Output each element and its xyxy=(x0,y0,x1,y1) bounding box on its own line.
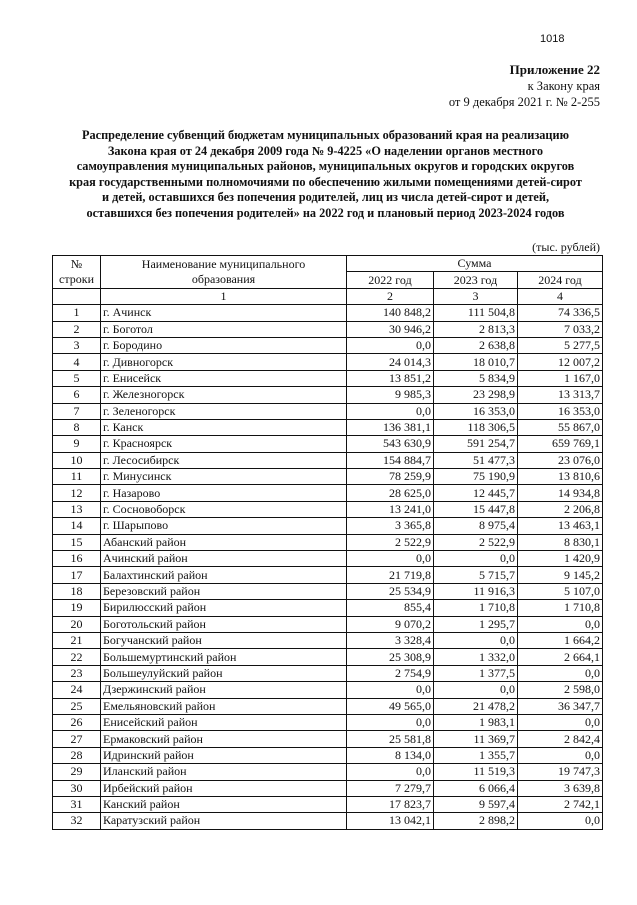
amount-2022: 8 134,0 xyxy=(347,747,434,763)
amount-2022: 3 328,4 xyxy=(347,632,434,648)
municipality-name: г. Енисейск xyxy=(101,370,347,386)
table-row xyxy=(53,354,603,370)
amount-2022: 2 522,9 xyxy=(347,534,434,550)
municipality-name: Абанский район xyxy=(101,534,347,550)
amount-2022: 25 534,9 xyxy=(347,583,434,599)
row-number: 3 xyxy=(53,337,101,353)
table-row xyxy=(53,714,603,730)
municipality-name: Емельяновский район xyxy=(101,698,347,714)
amount-2023: 5 715,7 xyxy=(434,567,518,583)
amount-2023: 11 519,3 xyxy=(434,764,518,780)
page-number: 1018 xyxy=(540,33,565,45)
table-row xyxy=(53,534,603,550)
amount-2023: 111 504,8 xyxy=(434,305,518,321)
municipality-name: Идринский район xyxy=(101,747,347,763)
row-number: 25 xyxy=(53,698,101,714)
title-line: Распределение субвенций бюджетам муниципальных образований края на реализацию xyxy=(81,128,570,142)
table-row xyxy=(53,600,603,616)
row-number: 5 xyxy=(53,370,101,386)
row-number: 18 xyxy=(53,583,101,599)
amount-2022: 78 259,9 xyxy=(347,469,434,485)
amount-2023: 11 369,7 xyxy=(434,731,518,747)
amount-2023: 0,0 xyxy=(434,682,518,698)
row-number: 19 xyxy=(53,600,101,616)
table-row xyxy=(53,747,603,763)
municipality-name: г. Лесосибирск xyxy=(101,452,347,468)
amount-2024: 13 463,1 xyxy=(518,518,603,534)
amount-2022: 9 070,2 xyxy=(347,616,434,632)
header-index: 3 xyxy=(434,288,518,304)
table-row xyxy=(53,518,603,534)
amount-2023: 591 254,7 xyxy=(434,436,518,452)
table-row xyxy=(53,321,603,337)
row-number: 22 xyxy=(53,649,101,665)
amount-2023: 1 377,5 xyxy=(434,665,518,681)
table-row xyxy=(53,780,603,796)
units-label: (тыс. рублей) xyxy=(532,240,600,254)
amount-2023: 5 834,9 xyxy=(434,370,518,386)
amount-2022: 28 625,0 xyxy=(347,485,434,501)
table-row xyxy=(53,665,603,681)
amount-2024: 13 313,7 xyxy=(518,387,603,403)
municipality-name: Ирбейский район xyxy=(101,780,347,796)
amount-2023: 75 190,9 xyxy=(434,469,518,485)
row-number: 16 xyxy=(53,551,101,567)
municipality-name: Большемуртинский район xyxy=(101,649,347,665)
table-row xyxy=(53,764,603,780)
amount-2022: 154 884,7 xyxy=(347,452,434,468)
amount-2023: 1 710,8 xyxy=(434,600,518,616)
municipality-name: Балахтинский район xyxy=(101,567,347,583)
row-number: 23 xyxy=(53,665,101,681)
amount-2022: 7 279,7 xyxy=(347,780,434,796)
amount-2024: 1 420,9 xyxy=(518,551,603,567)
row-number: 30 xyxy=(53,780,101,796)
row-number: 17 xyxy=(53,567,101,583)
amount-2022: 2 754,9 xyxy=(347,665,434,681)
table-row xyxy=(53,501,603,517)
amount-2023: 1 983,1 xyxy=(434,714,518,730)
table-row xyxy=(53,419,603,435)
table-row xyxy=(53,698,603,714)
amount-2023: 2 813,3 xyxy=(434,321,518,337)
municipality-name: Большеулуйский район xyxy=(101,665,347,681)
amount-2023: 0,0 xyxy=(434,632,518,648)
municipality-name: Дзержинский район xyxy=(101,682,347,698)
municipality-name: г. Боготол xyxy=(101,321,347,337)
row-number: 10 xyxy=(53,452,101,468)
amount-2024: 55 867,0 xyxy=(518,419,603,435)
municipality-name: г. Ачинск xyxy=(101,305,347,321)
amount-2024: 1 167,0 xyxy=(518,370,603,386)
amount-2022: 543 630,9 xyxy=(347,436,434,452)
row-number: 7 xyxy=(53,403,101,419)
amount-2024: 0,0 xyxy=(518,714,603,730)
municipality-name: г. Канск xyxy=(101,419,347,435)
table-row xyxy=(53,452,603,468)
table-row xyxy=(53,796,603,812)
table-row xyxy=(53,485,603,501)
amount-2022: 17 823,7 xyxy=(347,796,434,812)
municipality-name: г. Бородино xyxy=(101,337,347,353)
amount-2022: 30 946,2 xyxy=(347,321,434,337)
title-line: края государственными полномочиями по обеспечению жилыми помещениями детей-сирот xyxy=(69,174,582,189)
amount-2023: 2 898,2 xyxy=(434,813,518,829)
amount-2024: 0,0 xyxy=(518,616,603,632)
amount-2023: 9 597,4 xyxy=(434,796,518,812)
municipality-name: Енисейский район xyxy=(101,714,347,730)
amount-2022: 49 565,0 xyxy=(347,698,434,714)
amount-2024: 74 336,5 xyxy=(518,305,603,321)
table-row xyxy=(53,682,603,698)
amount-2022: 855,4 xyxy=(347,600,434,616)
amount-2023: 1 355,7 xyxy=(434,747,518,763)
table-row xyxy=(53,337,603,353)
table-row xyxy=(53,387,603,403)
amount-2024: 2 842,4 xyxy=(518,731,603,747)
municipality-name: г. Назарово xyxy=(101,485,347,501)
table-row xyxy=(53,649,603,665)
amount-2023: 18 010,7 xyxy=(434,354,518,370)
amount-2024: 0,0 xyxy=(518,747,603,763)
table-row xyxy=(53,305,603,321)
municipality-name: г. Сосновоборск xyxy=(101,501,347,517)
header-row-number: № строки xyxy=(53,256,101,289)
municipality-name: Ермаковский район xyxy=(101,731,347,747)
row-number: 29 xyxy=(53,764,101,780)
header-index-empty xyxy=(53,288,101,304)
amount-2024: 2 206,8 xyxy=(518,501,603,517)
amount-2024: 2 664,1 xyxy=(518,649,603,665)
row-number: 24 xyxy=(53,682,101,698)
row-number: 8 xyxy=(53,419,101,435)
amount-2022: 136 381,1 xyxy=(347,419,434,435)
amount-2024: 0,0 xyxy=(518,813,603,829)
amount-2022: 25 581,8 xyxy=(347,731,434,747)
header-name: Наименование муниципального образования xyxy=(101,256,347,289)
amount-2022: 3 365,8 xyxy=(347,518,434,534)
amount-2022: 0,0 xyxy=(347,682,434,698)
municipality-name: г. Шарыпово xyxy=(101,518,347,534)
amount-2022: 13 241,0 xyxy=(347,501,434,517)
document-title xyxy=(48,128,603,221)
municipality-name: г. Минусинск xyxy=(101,469,347,485)
header-2022: 2022 год xyxy=(347,272,434,288)
municipality-name: Иланский район xyxy=(101,764,347,780)
header-sum: Сумма xyxy=(347,256,603,272)
header-2023: 2023 год xyxy=(434,272,518,288)
title-line: самоуправления муниципальных районов, муниципальных округов и городских округов xyxy=(76,159,575,173)
table-row xyxy=(53,731,603,747)
amount-2023: 23 298,9 xyxy=(434,387,518,403)
amount-2023: 6 066,4 xyxy=(434,780,518,796)
amount-2023: 12 445,7 xyxy=(434,485,518,501)
appendix-block xyxy=(449,62,600,110)
amount-2024: 19 747,3 xyxy=(518,764,603,780)
amount-2024: 2 742,1 xyxy=(518,796,603,812)
amount-2023: 1 332,0 xyxy=(434,649,518,665)
amount-2022: 24 014,3 xyxy=(347,354,434,370)
row-number: 27 xyxy=(53,731,101,747)
amount-2023: 15 447,8 xyxy=(434,501,518,517)
amount-2024: 1 664,2 xyxy=(518,632,603,648)
amount-2023: 16 353,0 xyxy=(434,403,518,419)
amount-2023: 0,0 xyxy=(434,551,518,567)
amount-2024: 7 033,2 xyxy=(518,321,603,337)
row-number: 9 xyxy=(53,436,101,452)
amount-2023: 11 916,3 xyxy=(434,583,518,599)
row-number: 11 xyxy=(53,469,101,485)
amount-2024: 5 277,5 xyxy=(518,337,603,353)
table-row xyxy=(53,370,603,386)
municipality-name: Боготольский район xyxy=(101,616,347,632)
amount-2024: 1 710,8 xyxy=(518,600,603,616)
amount-2024: 36 347,7 xyxy=(518,698,603,714)
title-line: и детей, оставшихся без попечения родителей, лиц из числа детей-сирот и детей, xyxy=(101,190,550,204)
amount-2022: 0,0 xyxy=(347,551,434,567)
municipality-name: г. Зеленогорск xyxy=(101,403,347,419)
amount-2024: 3 639,8 xyxy=(518,780,603,796)
amount-2023: 118 306,5 xyxy=(434,419,518,435)
row-number: 2 xyxy=(53,321,101,337)
amount-2024: 5 107,0 xyxy=(518,583,603,599)
amount-2022: 9 985,3 xyxy=(347,387,434,403)
municipality-name: г. Дивногорск xyxy=(101,354,347,370)
amount-2023: 21 478,2 xyxy=(434,698,518,714)
municipality-name: Ачинский район xyxy=(101,551,347,567)
amount-2023: 2 522,9 xyxy=(434,534,518,550)
row-number: 20 xyxy=(53,616,101,632)
table-row xyxy=(53,632,603,648)
amount-2024: 8 830,1 xyxy=(518,534,603,550)
table-row xyxy=(53,551,603,567)
row-number: 12 xyxy=(53,485,101,501)
table-row xyxy=(53,403,603,419)
row-number: 13 xyxy=(53,501,101,517)
municipality-name: Березовский район xyxy=(101,583,347,599)
row-number: 32 xyxy=(53,813,101,829)
amount-2024: 0,0 xyxy=(518,665,603,681)
amount-2024: 23 076,0 xyxy=(518,452,603,468)
amount-2024: 16 353,0 xyxy=(518,403,603,419)
amount-2024: 14 934,8 xyxy=(518,485,603,501)
row-number: 31 xyxy=(53,796,101,812)
title-line: Закона края от 24 декабря 2009 года № 9-4225 «О наделении органов местного xyxy=(107,143,544,158)
row-number: 6 xyxy=(53,387,101,403)
row-number: 4 xyxy=(53,354,101,370)
row-number: 28 xyxy=(53,747,101,763)
table-row xyxy=(53,469,603,485)
row-number: 14 xyxy=(53,518,101,534)
table-row xyxy=(53,616,603,632)
table-row xyxy=(53,813,603,829)
header-2024: 2024 год xyxy=(518,272,603,288)
amount-2024: 659 769,1 xyxy=(518,436,603,452)
municipality-name: Богучанский район xyxy=(101,632,347,648)
header-index: 2 xyxy=(347,288,434,304)
appendix-line3: от 9 декабря 2021 г. № 2-255 xyxy=(448,95,600,109)
appendix-title: Приложение 22 xyxy=(509,62,600,77)
appendix-line2: к Закону края xyxy=(527,79,600,93)
title-line: оставшихся без попечения родителей» на 2022 год и плановый период 2023-2024 годов xyxy=(86,205,565,220)
table-row xyxy=(53,436,603,452)
amount-2023: 51 477,3 xyxy=(434,452,518,468)
municipality-name: Каратузский район xyxy=(101,813,347,829)
amount-2024: 2 598,0 xyxy=(518,682,603,698)
amount-2023: 8 975,4 xyxy=(434,518,518,534)
municipality-name: г. Красноярск xyxy=(101,436,347,452)
amount-2022: 140 848,2 xyxy=(347,305,434,321)
amount-2022: 0,0 xyxy=(347,764,434,780)
amount-2022: 21 719,8 xyxy=(347,567,434,583)
amount-2022: 13 042,1 xyxy=(347,813,434,829)
row-number: 15 xyxy=(53,534,101,550)
row-number: 1 xyxy=(53,305,101,321)
amount-2022: 25 308,9 xyxy=(347,649,434,665)
amount-2022: 0,0 xyxy=(347,337,434,353)
header-index: 1 xyxy=(101,288,347,304)
amount-2024: 12 007,2 xyxy=(518,354,603,370)
row-number: 26 xyxy=(53,714,101,730)
header-index: 4 xyxy=(518,288,603,304)
amount-2024: 9 145,2 xyxy=(518,567,603,583)
amount-2022: 0,0 xyxy=(347,714,434,730)
table-row xyxy=(53,567,603,583)
subsidy-table xyxy=(52,255,603,830)
amount-2022: 13 851,2 xyxy=(347,370,434,386)
row-number: 21 xyxy=(53,632,101,648)
amount-2022: 0,0 xyxy=(347,403,434,419)
amount-2024: 13 810,6 xyxy=(518,469,603,485)
amount-2023: 1 295,7 xyxy=(434,616,518,632)
municipality-name: Канский район xyxy=(101,796,347,812)
municipality-name: Бирилюсский район xyxy=(101,600,347,616)
amount-2023: 2 638,8 xyxy=(434,337,518,353)
municipality-name: г. Железногорск xyxy=(101,387,347,403)
table-row xyxy=(53,583,603,599)
